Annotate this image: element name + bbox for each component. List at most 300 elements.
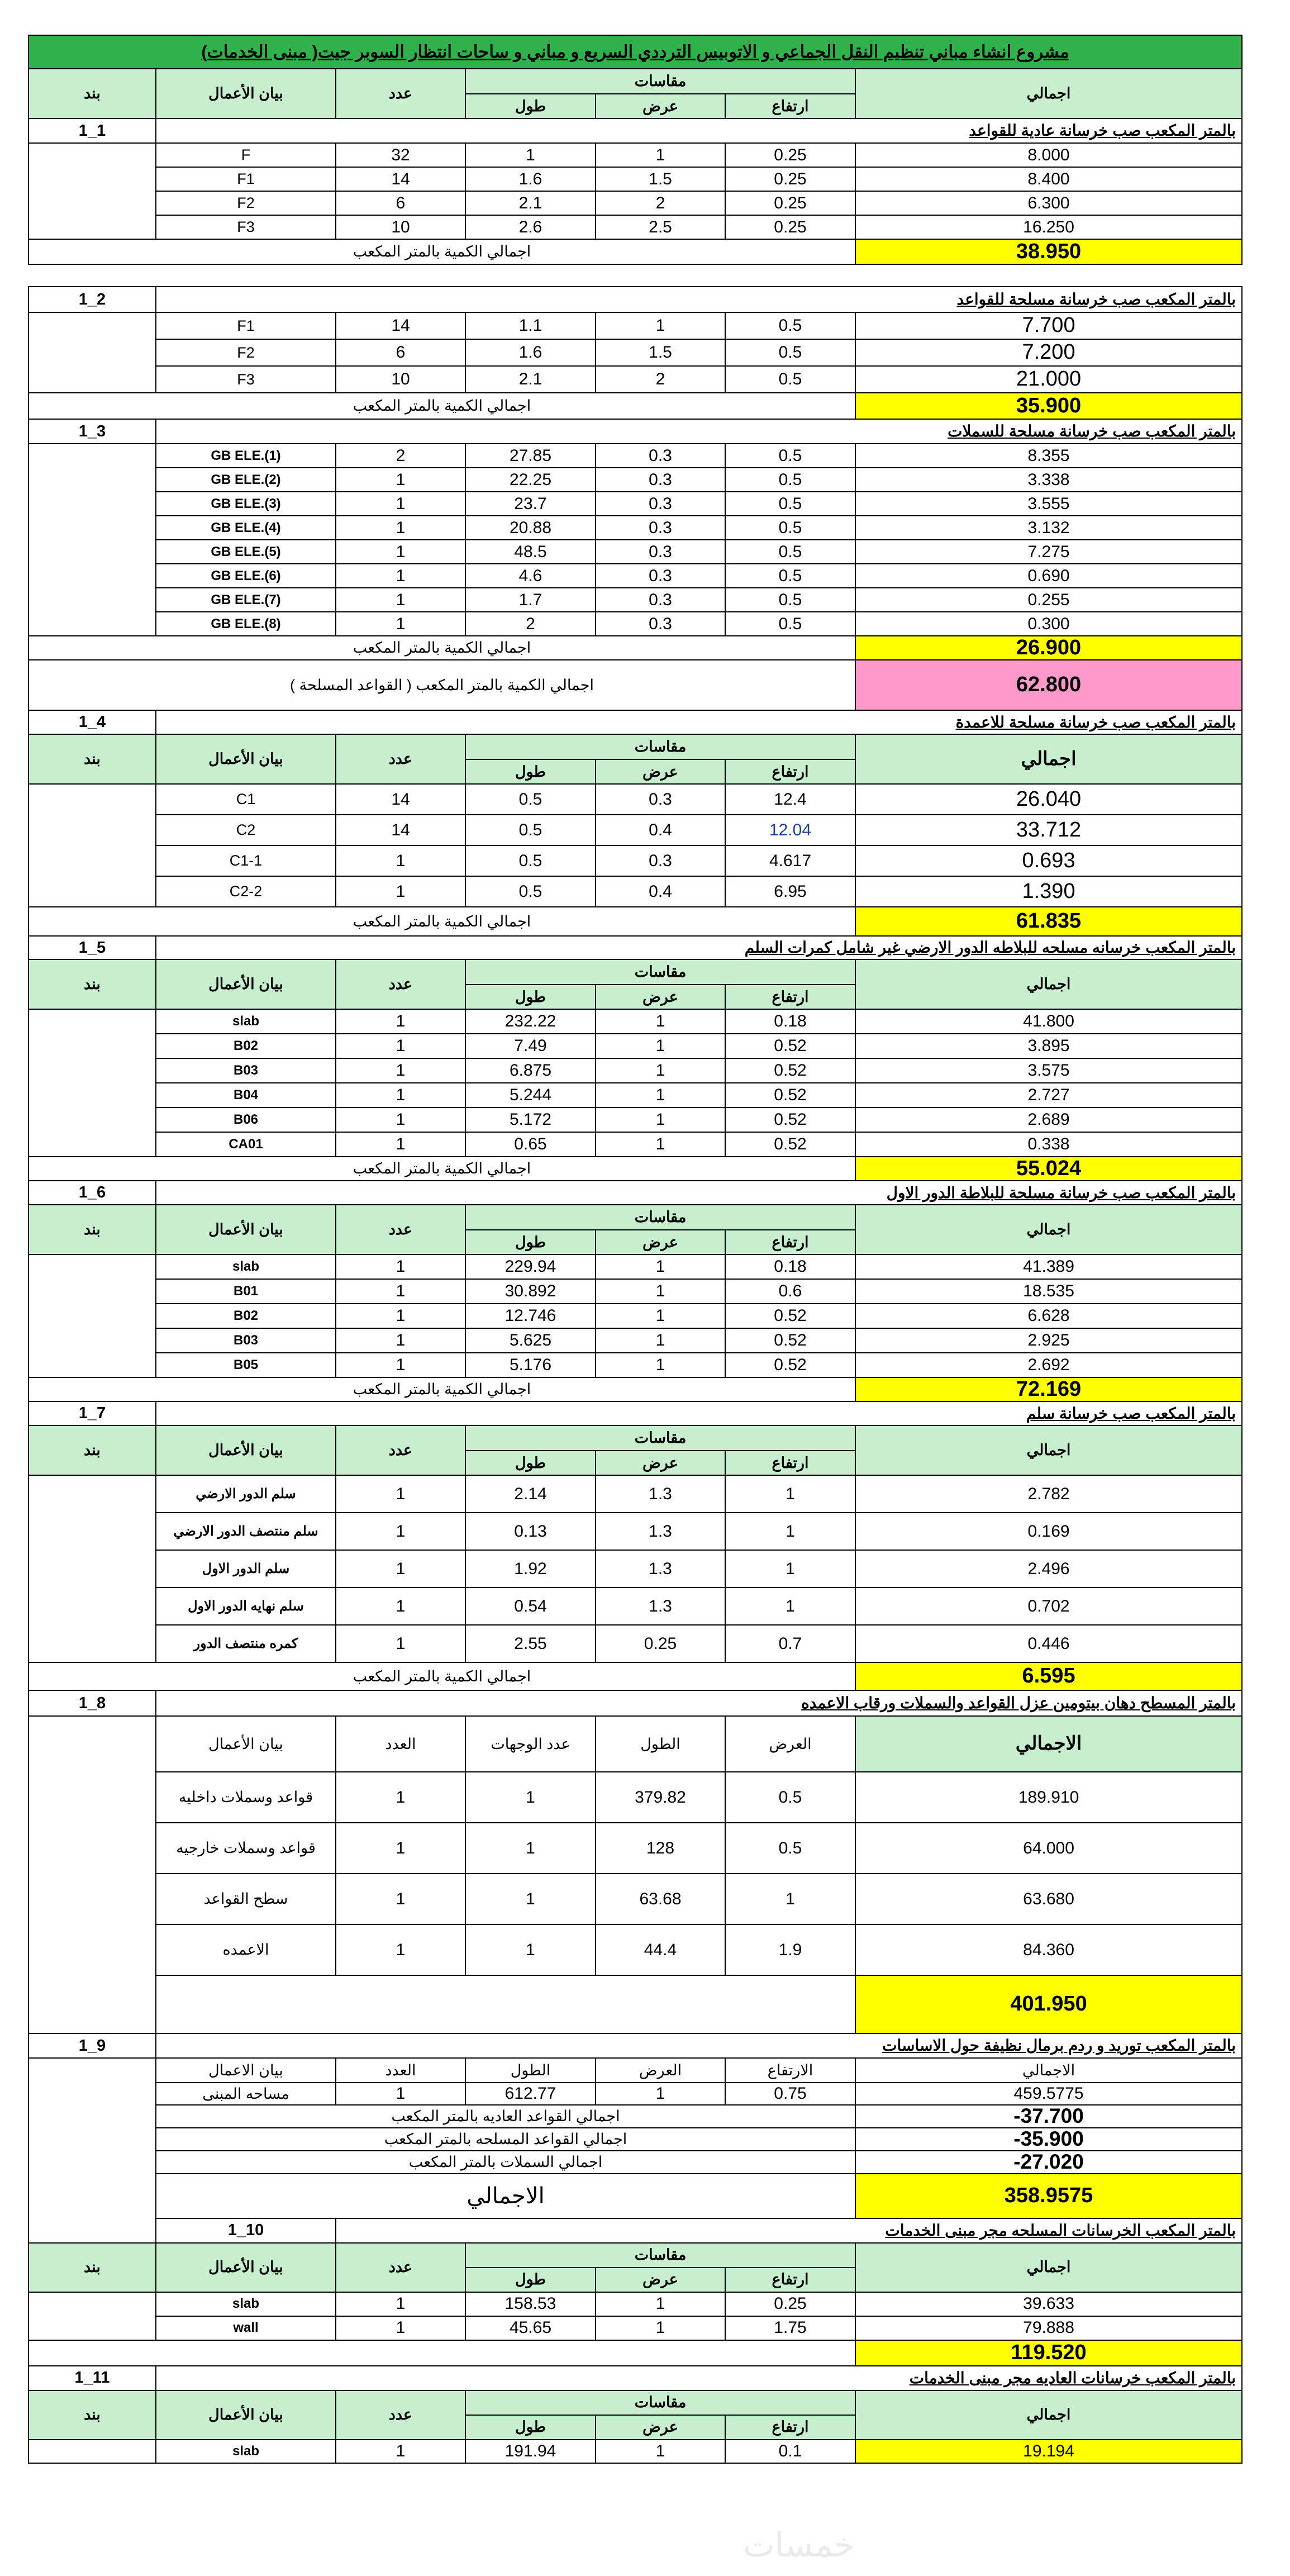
total-row [28,239,1242,264]
count: 1 [336,1254,465,1279]
count: 14 [336,784,465,815]
height: 0.25 [725,167,855,191]
description: قواعد وسملات خارجيه [156,1823,336,1874]
length: 2 [465,612,596,636]
table-row [28,564,1242,588]
deduction-row [28,2128,1242,2151]
header-dimensions: مقاسات [465,2243,855,2268]
deduction-label: اجمالي القواعد المسلحه بالمتر المكعب [156,2128,855,2151]
width: 1 [596,1254,725,1279]
description: CA01 [156,1132,336,1157]
section-header [28,419,1242,444]
height: 0.5 [725,492,855,516]
count: 1 [336,1353,465,1377]
section-total: 72.169 [855,1377,1242,1401]
header-count: عدد [336,69,465,118]
row-total: 8.355 [855,444,1242,468]
section-total: 26.900 [855,636,1242,660]
total-row [28,1662,1242,1690]
description: B06 [156,1108,336,1132]
table-row [28,1279,1242,1304]
description: F2 [156,191,336,215]
row-total: 39.633 [855,2292,1242,2316]
section-title: بالمتر المكعب صب خرسانة مسلحة للبلاطة الدور الاول [156,1181,1242,1205]
table-row [28,1304,1242,1328]
header-count: عدد [336,734,465,784]
row-total: 7.700 [855,312,1242,339]
table-row [28,1924,1242,1975]
description: B04 [156,1083,336,1108]
height: 0.25 [725,191,855,215]
description: B03 [156,1058,336,1083]
width: 1.3 [596,1475,725,1513]
header-item: بند [28,1425,156,1475]
description: كمره منتصف الدور [156,1625,336,1662]
length: 4.6 [465,564,596,588]
description: slab [156,1254,336,1279]
header-length: طول [465,94,596,118]
row-total: 7.200 [855,339,1242,366]
table-row [28,845,1242,876]
length: 7.49 [465,1034,596,1058]
row-total: 0.702 [855,1588,1242,1625]
header-total: اجمالي [855,69,1242,118]
height: 0.52 [725,1132,855,1157]
item-blank [28,1716,156,2033]
grand-total-row [28,2174,1242,2218]
header-width: عرض [596,985,725,1009]
height: 0.25 [725,143,855,167]
description: F1 [156,312,336,339]
section-code: 1_2 [28,287,156,312]
count: 1 [336,1874,465,1924]
width: 1.3 [596,1550,725,1588]
header-description: بيان الأعمال [156,1205,336,1254]
width: 0.4 [596,815,725,845]
header-length: طول [465,759,596,784]
height: 0.5 [725,588,855,612]
description: C1-1 [156,845,336,876]
header-total: الاجمالي [855,1716,1242,1772]
column-header [28,734,1242,759]
section-code: 1_7 [28,1401,156,1425]
header-dimensions: مقاسات [465,1425,855,1451]
item-blank [28,444,156,636]
column-header [28,1425,1242,1451]
length: 2.6 [465,215,596,239]
length: 128 [596,1823,725,1874]
width: 0.3 [596,468,725,492]
item-blank [28,2058,156,2243]
width: 0.3 [596,564,725,588]
description: F3 [156,366,336,393]
column-header [28,959,1242,985]
table-row [28,1772,1242,1823]
header-dimensions: مقاسات [465,734,855,759]
description: wall [156,2316,336,2340]
header-dimensions: مقاسات [465,1205,855,1230]
description: slab [156,2440,336,2463]
blank [156,1975,855,2033]
item-blank [28,143,156,239]
row-total: 64.000 [855,1823,1242,1874]
watermark: خمسات [743,2526,855,2564]
header-item: بند [28,734,156,784]
description: GB ELE.(4) [156,516,336,540]
deduction-label: اجمالي السملات بالمتر المكعب [156,2151,855,2174]
header-total: اجمالي [855,959,1242,1009]
total-row [28,636,1242,660]
deduction-value: -37.700 [855,2105,1242,2128]
table-row [28,876,1242,907]
header-item: بند [28,69,156,118]
section-title: بالمتر المسطح دهان بيتومين عزل القواعد والسملات ورقاب الاعمده [156,1690,1242,1716]
length: 2.14 [465,1475,596,1513]
section-title: بالمتر المكعب خرسانات العاديه مجر مبنى الخدمات [156,2366,1242,2390]
length: 612.77 [465,2083,596,2105]
height: 1.75 [725,2316,855,2340]
section-header [28,710,1242,734]
height: 0.5 [725,444,855,468]
table-row [28,1058,1242,1083]
width: 1 [596,1304,725,1328]
row-total: 8.000 [855,143,1242,167]
table-row [28,444,1242,468]
header-width: العرض [725,1716,855,1772]
header-height: ارتفاع [725,985,855,1009]
count: 1 [336,1550,465,1588]
table-row [28,366,1242,393]
description: سلم نهايه الدور الاول [156,1588,336,1625]
header-description: بيان الأعمال [156,1425,336,1475]
table-row [28,1550,1242,1588]
description: C1 [156,784,336,815]
width: 1.5 [596,167,725,191]
width: 1 [596,143,725,167]
deduction-value: -27.020 [855,2151,1242,2174]
header-count: عدد [336,959,465,1009]
count: 1 [336,1132,465,1157]
header-width: عرض [596,1230,725,1254]
description: F [156,143,336,167]
header-description: بيان الأعمال [156,959,336,1009]
table-row [28,612,1242,636]
length: 22.25 [465,468,596,492]
row-total: 84.360 [855,1924,1242,1975]
count: 1 [336,2083,465,2105]
section-title: بالمتر المكعب صب خرسانة عادية للقواعد [156,118,1242,143]
length: 379.82 [596,1772,725,1823]
height: 0.25 [725,215,855,239]
count: 10 [336,215,465,239]
table-row [28,339,1242,366]
height: 12.04 [725,815,855,845]
description: slab [156,2292,336,2316]
header-count: العدد [336,1716,465,1772]
width: 1 [596,1132,725,1157]
description: B02 [156,1304,336,1328]
count: 1 [336,588,465,612]
length: 20.88 [465,516,596,540]
faces: 1 [465,1772,596,1823]
column-header [28,69,1242,94]
height: 0.25 [725,2292,855,2316]
length: 5.172 [465,1108,596,1132]
header-length: طول [465,2268,596,2292]
description: سلم الدور الارضي [156,1475,336,1513]
height: 0.52 [725,1034,855,1058]
length: 5.176 [465,1353,596,1377]
width: 2 [596,191,725,215]
width: 0.3 [596,492,725,516]
total-label: اجمالي الكمية بالمتر المكعب [28,636,855,660]
section-header [28,2366,1242,2390]
row-total: 3.338 [855,468,1242,492]
header-width: عرض [596,759,725,784]
length: 23.7 [465,492,596,516]
length: 45.65 [465,2316,596,2340]
table-row [28,1513,1242,1550]
table-row [28,1874,1242,1924]
section-header [28,1690,1242,1716]
header-dimensions: مقاسات [465,69,855,94]
count: 1 [336,876,465,907]
length: 0.5 [465,876,596,907]
count: 1 [336,1009,465,1034]
table-row [28,784,1242,815]
header-faces: عدد الوجهات [465,1716,596,1772]
item-blank [28,2292,156,2340]
row-total: 3.575 [855,1058,1242,1083]
height: 1 [725,1588,855,1625]
item-blank [28,1475,156,1662]
total-label: اجمالي الكمية بالمتر المكعب [28,239,855,264]
deduction-row [28,2105,1242,2128]
width: 1 [596,1108,725,1132]
length: 1.7 [465,588,596,612]
description: مساحه المبنى [156,2083,336,2105]
header-total: اجمالي [855,2390,1242,2440]
count: 32 [336,143,465,167]
header-description: بيان الأعمال [156,2390,336,2440]
row-total: 19.194 [855,2440,1242,2463]
row-total: 459.5775 [855,2083,1242,2105]
count: 6 [336,191,465,215]
count: 1 [336,516,465,540]
description: الاعمده [156,1924,336,1975]
table-row [28,1328,1242,1353]
section-code: 1_8 [28,1690,156,1716]
height: 0.6 [725,1279,855,1304]
length: 0.5 [465,784,596,815]
height: 0.5 [725,468,855,492]
header-description: بيان الأعمال [156,734,336,784]
section-title: بالمتر المكعب صب خرسانة مسلحة للسملات [156,419,1242,444]
header-length: طول [465,1230,596,1254]
count: 1 [336,2316,465,2340]
row-total: 8.400 [855,167,1242,191]
height: 0.5 [725,612,855,636]
height: 0.5 [725,564,855,588]
width: 2 [596,366,725,393]
section-header [28,1401,1242,1425]
header-count: العدد [336,2058,465,2083]
count: 14 [336,312,465,339]
row-total: 2.689 [855,1108,1242,1132]
spacer [28,264,1242,287]
faces: 1 [465,1924,596,1975]
section-code: 1_4 [28,710,156,734]
header-count: عدد [336,2243,465,2292]
page-title: (مبنى الخدمات )مشروع انشاء مباني تنظيم النقل الجماعي و الاتوبيس الترددي السريع و مباني و ساحات انتظار السوبر جيت [28,35,1242,69]
table-row [28,588,1242,612]
section-title: بالمتر المكعب صب خرسانة مسلحة للقواعد [156,287,1242,312]
section-total: 35.900 [855,393,1242,419]
width: 0.3 [596,444,725,468]
height: 1 [725,1475,855,1513]
description: قواعد وسملات داخليه [156,1772,336,1823]
total-label: اجمالي الكمية بالمتر المكعب [28,1377,855,1401]
spacer [28,264,1242,287]
length: 0.5 [465,845,596,876]
length: 12.746 [465,1304,596,1328]
header-description: بيان الاعمال [156,2058,336,2083]
width: 2.5 [596,215,725,239]
table-row [28,468,1242,492]
row-total: 2.782 [855,1475,1242,1513]
length: 5.625 [465,1328,596,1353]
length: 5.244 [465,1083,596,1108]
count: 1 [336,1108,465,1132]
count: 1 [336,492,465,516]
count: 1 [336,1625,465,1662]
header-height: الارتفاع [725,2058,855,2083]
length: 0.54 [465,1588,596,1625]
column-header [28,2058,1242,2083]
length: 0.13 [465,1513,596,1550]
section-code: 1_1 [28,118,156,143]
width: 1.5 [596,339,725,366]
grand-total: 358.9575 [855,2174,1242,2218]
header-total: اجمالي [855,1425,1242,1475]
header-count: عدد [336,1205,465,1254]
header-item: بند [28,1205,156,1254]
table-row [28,540,1242,564]
table-row [28,492,1242,516]
count: 1 [336,1034,465,1058]
description: slab [156,1009,336,1034]
row-total: 18.535 [855,1279,1242,1304]
count: 1 [336,1279,465,1304]
section-total: 55.024 [855,1157,1242,1181]
table-row [28,1475,1242,1513]
deduction-value: -35.900 [855,2128,1242,2151]
table-row [28,2316,1242,2340]
table-row [28,2292,1242,2316]
section-code: 1_6 [28,1181,156,1205]
deduction-row [28,2151,1242,2174]
header-height: ارتفاع [725,94,855,118]
description: GB ELE.(2) [156,468,336,492]
height: 0.5 [725,366,855,393]
section-title: بالمتر المكعب صب خرسانة سلم [156,1401,1242,1425]
table-row [28,1108,1242,1132]
row-total: 3.895 [855,1034,1242,1058]
height: 0.1 [725,2440,855,2463]
count: 14 [336,167,465,191]
length: 1.6 [465,339,596,366]
count: 2 [336,444,465,468]
height: 0.5 [725,540,855,564]
total-row [28,907,1242,936]
header-height: ارتفاع [725,2268,855,2292]
header-height: ارتفاع [725,759,855,784]
row-total: 7.275 [855,540,1242,564]
section-total: 61.835 [855,907,1242,936]
table-row [28,1254,1242,1279]
width: 0.5 [725,1772,855,1823]
row-total: 21.000 [855,366,1242,393]
faces: 1 [465,1823,596,1874]
table-row [28,516,1242,540]
width: 1 [725,1874,855,1924]
length: 63.68 [596,1874,725,1924]
total-label: اجمالي الكمية بالمتر المكعب [28,1662,855,1690]
height: 0.52 [725,1058,855,1083]
table-row [28,1009,1242,1034]
header-length: الطول [465,2058,596,2083]
width: 0.3 [596,516,725,540]
row-total: 79.888 [855,2316,1242,2340]
header-total: اجمالي [855,2243,1242,2292]
count: 1 [336,2440,465,2463]
header-total: اجمالي [855,734,1242,784]
section-header [28,1181,1242,1205]
item-blank [28,1254,156,1377]
header-item: بند [28,959,156,1009]
column-header [28,1716,1242,1772]
row-total: 0.693 [855,845,1242,876]
rc-total-label: اجمالي الكمية بالمتر المكعب ( القواعد المسلحة ) [28,660,855,710]
table-row [28,1625,1242,1662]
section-code: 1_5 [28,936,156,959]
height: 0.52 [725,1304,855,1328]
section-code: 1_9 [28,2033,156,2058]
row-total: 33.712 [855,815,1242,845]
total-row [28,1157,1242,1181]
description: B05 [156,1353,336,1377]
total-label: اجمالي الكمية بالمتر المكعب [28,1157,855,1181]
width: 0.3 [596,540,725,564]
header-width: عرض [596,2415,725,2440]
width: 0.5 [725,1823,855,1874]
header-length: طول [465,1451,596,1475]
description: GB ELE.(7) [156,588,336,612]
table-row [28,815,1242,845]
height: 0.5 [725,516,855,540]
count: 1 [336,1475,465,1513]
row-total: 0.338 [855,1132,1242,1157]
width: 0.3 [596,845,725,876]
section-total: 119.520 [855,2340,1242,2366]
count: 1 [336,1924,465,1975]
row-total: 189.910 [855,1772,1242,1823]
row-total: 0.690 [855,564,1242,588]
row-total: 41.389 [855,1254,1242,1279]
height: 1 [725,1550,855,1588]
height: 0.18 [725,1009,855,1034]
table-row [28,1823,1242,1874]
